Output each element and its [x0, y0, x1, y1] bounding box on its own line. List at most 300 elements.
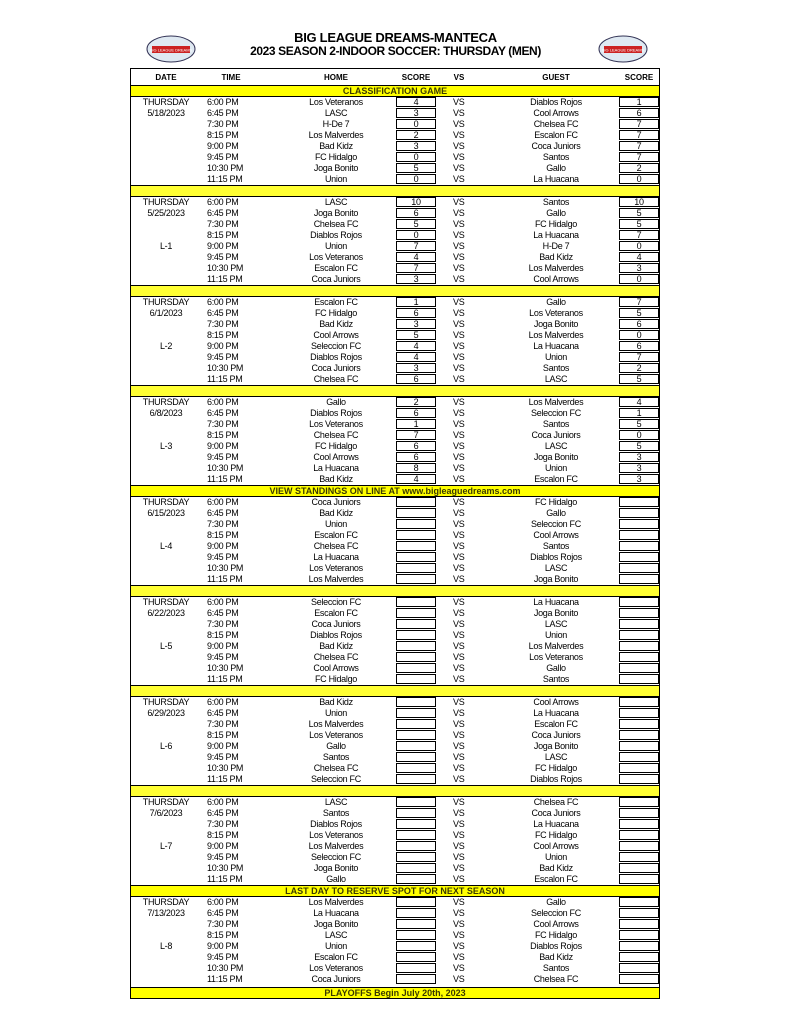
home-score [396, 752, 436, 762]
column-header-row [131, 69, 659, 86]
guest-score: 3 [619, 263, 659, 273]
game-row [131, 197, 659, 208]
guest-team: Diablos Rojos [530, 774, 582, 784]
guest-team: LASC [544, 441, 568, 451]
game-row [131, 552, 659, 563]
game-time: 11:15 PM [207, 674, 243, 684]
guest-score [619, 608, 659, 618]
game-row [131, 797, 659, 808]
home-score: 3 [396, 363, 436, 373]
logo-text: BIG LEAGUE DREAMS [149, 47, 193, 53]
home-team: Bad Kidz [319, 141, 353, 151]
week-day: THURSDAY [142, 297, 190, 307]
home-score [396, 930, 436, 940]
home-team: Los Veteranos [309, 97, 363, 107]
vs-label: VS [453, 774, 465, 784]
home-score: 5 [396, 219, 436, 229]
home-team: Los Veteranos [309, 830, 363, 840]
guest-team: Gallo [546, 208, 566, 218]
home-score [396, 597, 436, 607]
game-row [131, 652, 659, 663]
game-row [131, 852, 659, 863]
game-time: 9:00 PM [207, 741, 239, 751]
guest-team: FC Hidalgo [534, 497, 578, 507]
game-row [131, 908, 659, 919]
guest-team: Santos [542, 541, 570, 551]
banner-reserve: LAST DAY TO RESERVE SPOT FOR NEXT SEASON [131, 885, 659, 897]
vs-label: VS [453, 152, 465, 162]
guest-score: 6 [619, 319, 659, 329]
home-score [396, 508, 436, 518]
guest-team: FC Hidalgo [534, 830, 578, 840]
home-score [396, 574, 436, 584]
guest-team: FC Hidalgo [534, 930, 578, 940]
guest-score [619, 719, 659, 729]
guest-team: LASC [544, 752, 568, 762]
guest-team: Santos [542, 152, 570, 162]
home-team: Gallo [326, 874, 346, 884]
home-team: Diablos Rojos [310, 408, 362, 418]
week-label: L-4 [159, 541, 173, 551]
week-date: 7/6/2023 [149, 808, 183, 818]
week-label: L-8 [159, 941, 173, 951]
week-label: L-2 [159, 341, 173, 351]
home-team: LASC [324, 930, 348, 940]
home-score [396, 830, 436, 840]
game-time: 6:45 PM [207, 808, 239, 818]
guest-team: H-De 7 [542, 241, 570, 251]
home-team: Chelsea FC [313, 541, 359, 551]
guest-team: La Huacana [533, 230, 579, 240]
home-team: Seleccion FC [311, 597, 361, 607]
home-score [396, 663, 436, 673]
game-row [131, 97, 659, 108]
home-score [396, 897, 436, 907]
home-team: Bad Kidz [319, 641, 353, 651]
vs-label: VS [453, 597, 465, 607]
game-row [131, 619, 659, 630]
game-time: 6:00 PM [207, 597, 239, 607]
home-team: Diablos Rojos [310, 352, 362, 362]
guest-team: Bad Kidz [539, 952, 573, 962]
game-time: 7:30 PM [207, 519, 239, 529]
game-row [131, 352, 659, 363]
home-team: Chelsea FC [313, 374, 359, 384]
home-score [396, 852, 436, 862]
vs-label: VS [453, 530, 465, 540]
home-score [396, 630, 436, 640]
guest-score: 7 [619, 297, 659, 307]
guest-team: Los Veteranos [529, 652, 583, 662]
guest-score: 7 [619, 352, 659, 362]
vs-label: VS [453, 908, 465, 918]
game-time: 7:30 PM [207, 819, 239, 829]
home-team: Union [324, 241, 347, 251]
home-team: Los Veteranos [309, 963, 363, 973]
week-date: 5/18/2023 [147, 108, 185, 118]
guest-score: 0 [619, 241, 659, 251]
game-time: 10:30 PM [207, 163, 244, 173]
home-score: 2 [396, 397, 436, 407]
game-time: 8:15 PM [207, 830, 239, 840]
game-time: 9:00 PM [207, 941, 239, 951]
guest-team: Gallo [546, 663, 566, 673]
vs-label: VS [453, 474, 465, 484]
vs-label: VS [453, 497, 465, 507]
home-team: Gallo [326, 741, 346, 751]
game-row [131, 174, 659, 185]
week-separator [131, 785, 659, 797]
home-team: Cool Arrows [313, 663, 359, 673]
home-score [396, 652, 436, 662]
game-time: 6:00 PM [207, 197, 239, 207]
guest-score: 5 [619, 219, 659, 229]
guest-team: Cool Arrows [533, 530, 579, 540]
home-score: 0 [396, 174, 436, 184]
guest-score: 5 [619, 208, 659, 218]
game-row [131, 941, 659, 952]
home-team: Bad Kidz [319, 474, 353, 484]
game-row [131, 274, 659, 285]
home-team: FC Hidalgo [314, 308, 358, 318]
guest-score: 0 [619, 430, 659, 440]
game-row [131, 441, 659, 452]
home-team: Coca Juniors [311, 974, 361, 984]
guest-team: Diablos Rojos [530, 941, 582, 951]
guest-team: Santos [542, 963, 570, 973]
home-team: Santos [322, 752, 350, 762]
home-team: Seleccion FC [311, 774, 361, 784]
guest-score [619, 730, 659, 740]
guest-score [619, 963, 659, 973]
guest-team: La Huacana [533, 597, 579, 607]
game-row [131, 641, 659, 652]
guest-team: Gallo [546, 897, 566, 907]
week-label: L-6 [159, 741, 173, 751]
guest-score: 1 [619, 408, 659, 418]
home-score: 4 [396, 97, 436, 107]
guest-score: 1 [619, 97, 659, 107]
guest-team: La Huacana [533, 174, 579, 184]
guest-team: La Huacana [533, 708, 579, 718]
game-row [131, 819, 659, 830]
home-team: Los Malverdes [308, 574, 364, 584]
col-vs: VS [453, 73, 465, 82]
game-row [131, 730, 659, 741]
vs-label: VS [453, 952, 465, 962]
game-time: 6:45 PM [207, 508, 239, 518]
game-time: 9:45 PM [207, 552, 239, 562]
guest-team: LASC [544, 374, 568, 384]
vs-label: VS [453, 852, 465, 862]
guest-team: Diablos Rojos [530, 97, 582, 107]
guest-score [619, 652, 659, 662]
game-row [131, 919, 659, 930]
home-score: 1 [396, 419, 436, 429]
week-date: 6/1/2023 [149, 308, 183, 318]
game-row [131, 408, 659, 419]
home-score: 5 [396, 163, 436, 173]
week-separator [131, 685, 659, 697]
home-team: Diablos Rojos [310, 630, 362, 640]
guest-team: Cool Arrows [533, 697, 579, 707]
home-score [396, 719, 436, 729]
week-label: L-7 [159, 841, 173, 851]
game-time: 6:45 PM [207, 308, 239, 318]
game-row [131, 841, 659, 852]
guest-score: 5 [619, 419, 659, 429]
vs-label: VS [453, 963, 465, 973]
guest-team: Los Veteranos [529, 308, 583, 318]
game-time: 6:00 PM [207, 397, 239, 407]
guest-team: Coca Juniors [531, 430, 581, 440]
guest-score [619, 797, 659, 807]
vs-label: VS [453, 874, 465, 884]
guest-team: Escalon FC [534, 719, 578, 729]
vs-label: VS [453, 919, 465, 929]
game-time: 7:30 PM [207, 719, 239, 729]
game-time: 6:00 PM [207, 497, 239, 507]
game-row [131, 363, 659, 374]
game-row [131, 630, 659, 641]
guest-score [619, 841, 659, 851]
guest-team: Joga Bonito [533, 608, 579, 618]
guest-score: 7 [619, 230, 659, 240]
home-score: 3 [396, 274, 436, 284]
logo-text: BIG LEAGUE DREAMS [601, 47, 645, 53]
game-time: 6:45 PM [207, 908, 239, 918]
home-score [396, 708, 436, 718]
vs-label: VS [453, 341, 465, 351]
vs-label: VS [453, 352, 465, 362]
guest-team: Union [544, 352, 567, 362]
game-time: 9:00 PM [207, 841, 239, 851]
guest-score [619, 519, 659, 529]
game-time: 6:45 PM [207, 208, 239, 218]
home-team: H-De 7 [322, 119, 350, 129]
home-team: Escalon FC [314, 530, 358, 540]
game-row [131, 330, 659, 341]
game-row [131, 719, 659, 730]
guest-team: Seleccion FC [531, 408, 581, 418]
home-team: FC Hidalgo [314, 441, 358, 451]
vs-label: VS [453, 241, 465, 251]
game-time: 6:00 PM [207, 897, 239, 907]
home-score [396, 730, 436, 740]
week-day: THURSDAY [142, 497, 190, 507]
game-row [131, 463, 659, 474]
vs-label: VS [453, 652, 465, 662]
guest-score: 5 [619, 374, 659, 384]
game-row [131, 452, 659, 463]
home-score: 4 [396, 352, 436, 362]
guest-team: Union [544, 630, 567, 640]
home-score [396, 941, 436, 951]
guest-team: Coca Juniors [531, 730, 581, 740]
vs-label: VS [453, 519, 465, 529]
guest-score: 3 [619, 463, 659, 473]
vs-label: VS [453, 941, 465, 951]
guest-score: 0 [619, 174, 659, 184]
game-time: 6:45 PM [207, 608, 239, 618]
guest-team: Coca Juniors [531, 808, 581, 818]
banner-classification: CLASSIFICATION GAME [131, 85, 659, 97]
home-score [396, 808, 436, 818]
game-time: 6:45 PM [207, 108, 239, 118]
game-time: 10:30 PM [207, 663, 244, 673]
vs-label: VS [453, 730, 465, 740]
col-score-guest: SCORE [624, 73, 654, 82]
guest-score [619, 952, 659, 962]
game-time: 9:00 PM [207, 341, 239, 351]
guest-score [619, 641, 659, 651]
guest-team: Joga Bonito [533, 574, 579, 584]
guest-score: 7 [619, 119, 659, 129]
game-row [131, 519, 659, 530]
game-row [131, 374, 659, 385]
vs-label: VS [453, 452, 465, 462]
guest-team: Seleccion FC [531, 908, 581, 918]
game-time: 8:15 PM [207, 130, 239, 140]
home-score: 7 [396, 241, 436, 251]
home-team: Seleccion FC [311, 852, 361, 862]
game-row [131, 763, 659, 774]
guest-team: Chelsea FC [533, 974, 579, 984]
home-score: 8 [396, 463, 436, 473]
home-team: LASC [324, 108, 348, 118]
game-time: 9:45 PM [207, 852, 239, 862]
home-score [396, 908, 436, 918]
guest-team: La Huacana [533, 819, 579, 829]
week-date: 5/25/2023 [147, 208, 185, 218]
home-team: La Huacana [313, 552, 359, 562]
game-row [131, 108, 659, 119]
vs-label: VS [453, 130, 465, 140]
vs-label: VS [453, 841, 465, 851]
home-score: 3 [396, 141, 436, 151]
home-team: Escalon FC [314, 297, 358, 307]
home-score: 5 [396, 330, 436, 340]
game-time: 6:00 PM [207, 797, 239, 807]
guest-team: Santos [542, 419, 570, 429]
vs-label: VS [453, 663, 465, 673]
home-team: Coca Juniors [311, 619, 361, 629]
game-row [131, 963, 659, 974]
game-time: 7:30 PM [207, 619, 239, 629]
home-score [396, 874, 436, 884]
game-time: 8:15 PM [207, 730, 239, 740]
game-time: 10:30 PM [207, 563, 244, 573]
guest-score [619, 552, 659, 562]
guest-score [619, 741, 659, 751]
home-team: Diablos Rojos [310, 230, 362, 240]
guest-score: 5 [619, 308, 659, 318]
home-team: Coca Juniors [311, 274, 361, 284]
guest-team: Los Malverdes [528, 263, 584, 273]
home-score: 4 [396, 341, 436, 351]
guest-team: Joga Bonito [533, 741, 579, 751]
week-date: 6/8/2023 [149, 408, 183, 418]
vs-label: VS [453, 463, 465, 473]
vs-label: VS [453, 319, 465, 329]
week-date: 7/13/2023 [147, 908, 185, 918]
game-row [131, 263, 659, 274]
vs-label: VS [453, 141, 465, 151]
game-time: 11:15 PM [207, 274, 243, 284]
home-score [396, 552, 436, 562]
guest-score [619, 630, 659, 640]
guest-score [619, 763, 659, 773]
game-row [131, 297, 659, 308]
home-team: Cool Arrows [313, 330, 359, 340]
game-row [131, 130, 659, 141]
home-team: Union [324, 708, 347, 718]
game-row [131, 119, 659, 130]
vs-label: VS [453, 374, 465, 384]
guest-team: Joga Bonito [533, 452, 579, 462]
game-time: 6:45 PM [207, 708, 239, 718]
game-row [131, 430, 659, 441]
guest-score [619, 863, 659, 873]
home-score: 7 [396, 263, 436, 273]
game-time: 11:15 PM [207, 974, 243, 984]
vs-label: VS [453, 108, 465, 118]
home-score: 6 [396, 308, 436, 318]
home-score: 6 [396, 208, 436, 218]
guest-score: 4 [619, 252, 659, 262]
game-time: 9:45 PM [207, 652, 239, 662]
vs-label: VS [453, 297, 465, 307]
guest-team: LASC [544, 619, 568, 629]
guest-team: Santos [542, 363, 570, 373]
home-score: 6 [396, 441, 436, 451]
guest-score: 2 [619, 163, 659, 173]
game-row [131, 863, 659, 874]
guest-team: Union [544, 463, 567, 473]
game-time: 10:30 PM [207, 763, 244, 773]
game-row [131, 319, 659, 330]
guest-score [619, 530, 659, 540]
home-score: 0 [396, 119, 436, 129]
game-row [131, 541, 659, 552]
game-time: 11:15 PM [207, 174, 243, 184]
guest-team: Cool Arrows [533, 108, 579, 118]
home-score [396, 619, 436, 629]
home-score: 3 [396, 319, 436, 329]
vs-label: VS [453, 441, 465, 451]
guest-score [619, 974, 659, 984]
vs-label: VS [453, 230, 465, 240]
vs-label: VS [453, 619, 465, 629]
guest-score [619, 674, 659, 684]
home-team: Los Malverdes [308, 897, 364, 907]
vs-label: VS [453, 252, 465, 262]
home-team: Los Veteranos [309, 419, 363, 429]
home-score: 2 [396, 130, 436, 140]
guest-score: 3 [619, 474, 659, 484]
game-time: 10:30 PM [207, 863, 244, 873]
week-separator [131, 585, 659, 597]
game-time: 11:15 PM [207, 374, 243, 384]
vs-label: VS [453, 219, 465, 229]
page-subtitle: 2023 SEASON 2-INDOOR SOCCER: THURSDAY (MEN) [250, 44, 541, 58]
vs-label: VS [453, 363, 465, 373]
home-score [396, 519, 436, 529]
guest-team: Joga Bonito [533, 319, 579, 329]
home-score: 4 [396, 252, 436, 262]
game-time: 6:45 PM [207, 408, 239, 418]
vs-label: VS [453, 763, 465, 773]
